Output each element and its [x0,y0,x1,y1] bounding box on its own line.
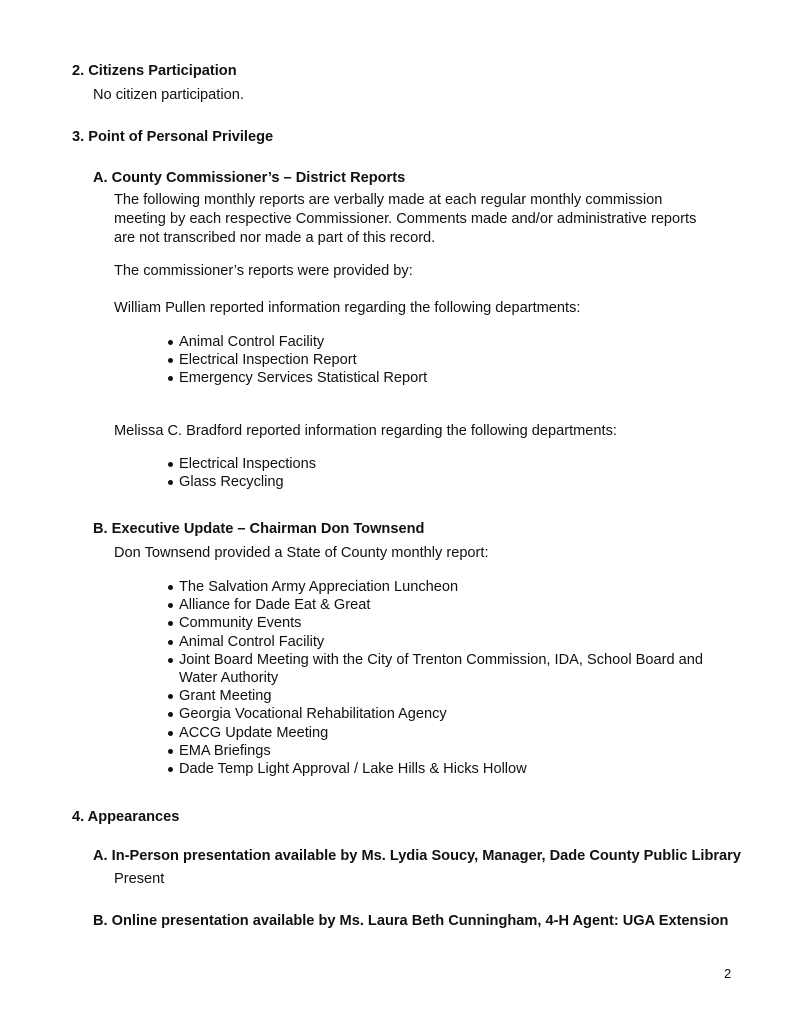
section-3b-intro: Don Townsend provided a State of County monthly report: [114,545,489,561]
list-item: Dade Temp Light Approval / Lake Hills & Hicks Hollow [167,760,703,778]
section-4a-text: Present [114,871,165,887]
list-item: Joint Board Meeting with the City of Trenton Commission, IDA, School Board and [167,651,703,669]
paragraph-line: The following monthly reports are verbally made at each regular monthly commission [114,192,663,208]
provided-by-text: The commissioner’s reports were provided by: [114,263,413,279]
list-item: Alliance for Dade Eat & Great [167,596,703,614]
section-4a-heading: A. In-Person presentation available by Ms. Lydia Soucy, Manager, Dade County Public Library [93,848,741,864]
section-3-heading: 3. Point of Personal Privilege [72,129,274,145]
section-3a-paragraph [114,191,696,248]
list-item: Emergency Services Statistical Report [167,369,427,387]
section-3b-heading: B. Executive Update – Chairman Don Townsend [93,521,425,537]
list-item: Animal Control Facility [167,633,703,651]
list-item: Grant Meeting [167,687,703,705]
list-item: Electrical Inspections [167,455,316,473]
list-item: The Salvation Army Appreciation Luncheon [167,578,703,596]
list-item-continuation: Water Authority [179,670,279,687]
section-2-heading: 2. Citizens Participation [72,63,237,79]
pullen-list [167,333,427,388]
townsend-list [167,578,703,778]
list-item: EMA Briefings [167,742,703,760]
list-item: Community Events [167,614,703,632]
paragraph-line: are not transcribed nor made a part of this record. [114,230,436,246]
list-item: Electrical Inspection Report [167,351,427,369]
pullen-intro: William Pullen reported information regarding the following departments: [114,300,581,316]
paragraph-line: meeting by each respective Commissioner. Comments made and/or administrative reports [114,211,697,227]
section-4b-heading: B. Online presentation available by Ms. Laura Beth Cunningham, 4-H Agent: UGA Extension [93,913,729,929]
list-item: Glass Recycling [167,473,316,491]
list-item: Georgia Vocational Rehabilitation Agency [167,705,703,723]
bradford-intro: Melissa C. Bradford reported information regarding the following departments: [114,423,617,439]
list-item: Animal Control Facility [167,333,427,351]
page-number: 2 [724,966,732,981]
section-3a-heading: A. County Commissioner’s – District Reports [93,170,406,186]
list-item: ACCG Update Meeting [167,724,703,742]
section-4-heading: 4. Appearances [72,809,180,825]
section-2-text: No citizen participation. [93,87,244,103]
bradford-list [167,455,316,491]
